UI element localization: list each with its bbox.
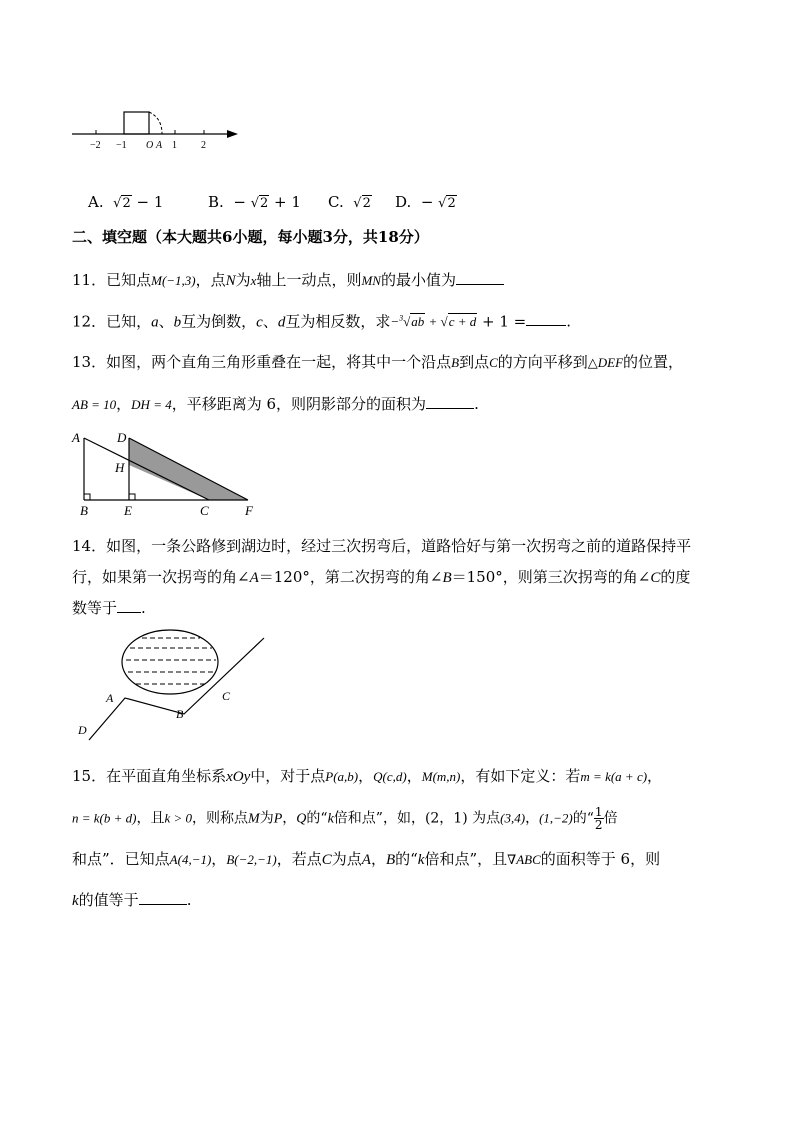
triangles-figure (68, 428, 268, 520)
label-d: D (78, 723, 87, 737)
option-b: B. − √2 + 1 (208, 193, 301, 211)
label-a: A (72, 430, 80, 445)
label-c: C (200, 503, 209, 518)
question-15-line4: k的值等于 . (72, 891, 192, 909)
label-b: B (80, 503, 88, 518)
number-line-figure (70, 104, 245, 154)
label-a: A (106, 691, 114, 705)
answer-blank[interactable] (426, 394, 474, 409)
answer-blank[interactable] (456, 270, 504, 285)
question-14-line3: 数等于 . (72, 599, 146, 617)
question-14-line2: 行，如果第一次拐弯的角∠A＝120°，第二次拐弯的角∠B＝150°，则第三次拐弯的角∠C的度 (72, 568, 691, 586)
tick-label: 1 (172, 140, 177, 151)
question-15-line3: 和点”．已知点A(4,−1)，B(−2,−1)，若点C为点A，B的“k倍和点”，且∇ABC的面积等于 6，则 (72, 850, 661, 868)
label-b: B (176, 707, 184, 721)
answer-blank[interactable] (117, 598, 141, 613)
option-d: D. − √2 (395, 193, 456, 211)
tick-label: −2 (90, 140, 101, 151)
option-c: C. √2 (328, 193, 371, 211)
label-e: E (124, 503, 132, 518)
tick-label: 2 (201, 140, 206, 151)
question-11: 11．已知点M(−1,3)，点N为x轴上一动点，则MN的最小值为 (72, 270, 504, 291)
label-c: C (222, 689, 231, 703)
answer-blank[interactable] (526, 311, 566, 326)
question-13-line2: AB = 10，DH = 4，平移距离为 6，则阴影部分的面积为 . (72, 395, 479, 413)
fraction-half: $\frac{1}{2}$ (594, 805, 603, 832)
section-heading: 二、填空题（本大题共6小题，每小题3分，共18分） (72, 228, 429, 246)
question-15-line2: n = k(b + d)，且k > 0，则称点M为P，Q的“k倍和点”，如，(2，1) 为点(3,4)，(1,−2)的“ $\frac{1}{2}$ 倍 (72, 805, 618, 832)
label-f: F (245, 503, 253, 518)
tick-label: A (156, 140, 163, 151)
tick-label: −1 (116, 140, 127, 151)
tick-label: O (146, 140, 154, 151)
road-lake-figure (72, 628, 272, 744)
question-12: 12．已知，a、b互为倒数，c、d互为相反数，求−$^3$√ab + √c + d + 1 = . (72, 312, 571, 331)
question-13-line1: 13．如图，两个直角三角形重叠在一起，将其中一个沿点B到点C的方向平移到△DEF的位置， (72, 353, 684, 371)
question-14-line1: 14．如图，一条公路修到湖边时，经过三次拐弯后，道路恰好与第一次拐弯之前的道路保持平 (72, 537, 692, 555)
label-h: H (115, 460, 125, 475)
label-d: D (117, 430, 127, 445)
answer-blank[interactable] (139, 890, 187, 905)
question-15-line1: 15．在平面直角坐标系xOy中，对于点P(a,b)，Q(c,d)，M(m,n)，有如下定义：若m = k(a + c)， (72, 767, 663, 785)
option-a: A. √2 − 1 (88, 193, 164, 211)
